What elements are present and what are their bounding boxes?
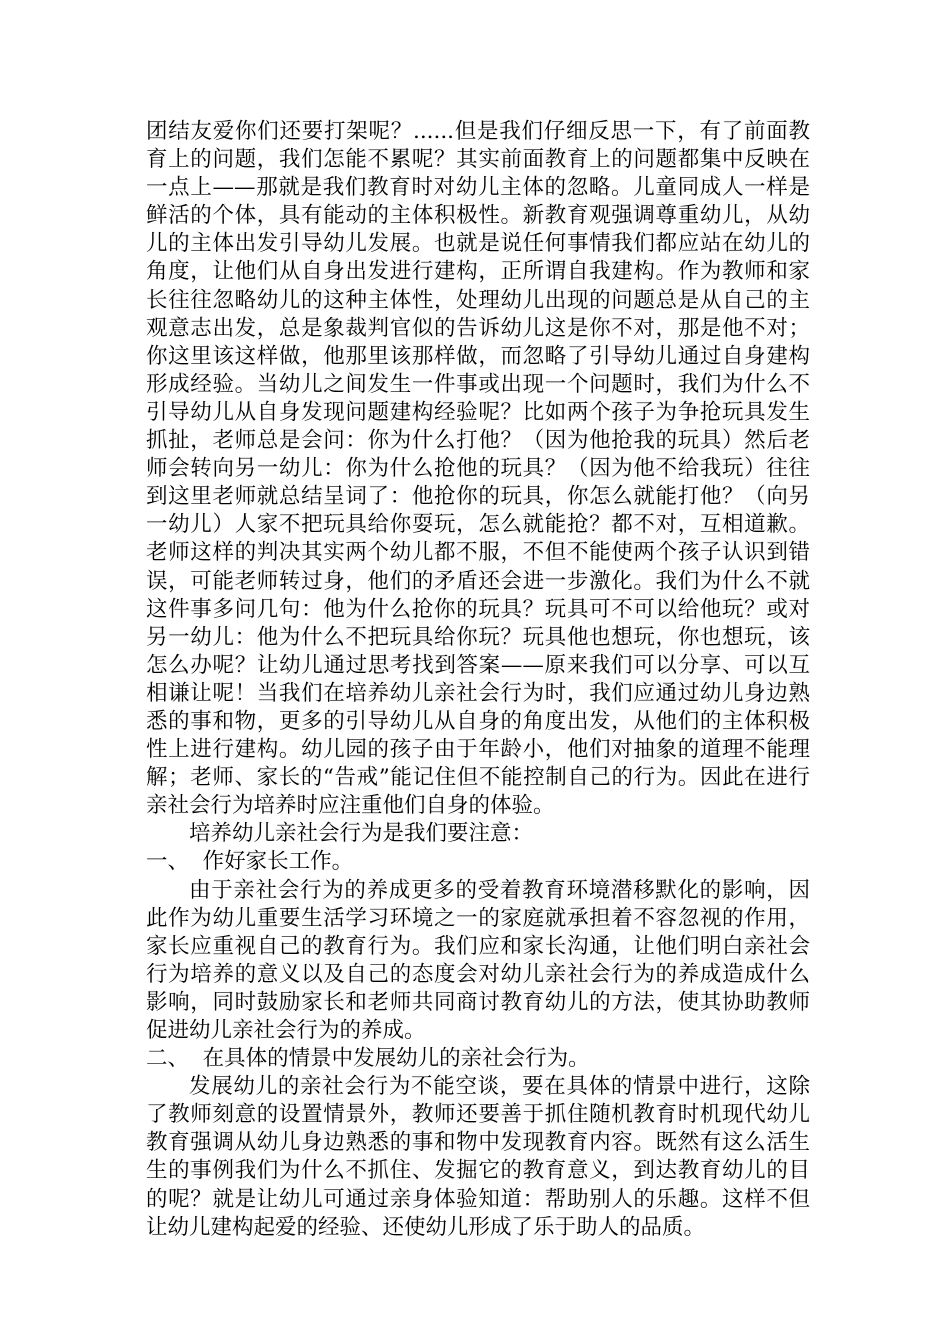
body-paragraph: 团结友爱你们还要打架呢？......但是我们仔细反思一下，有了前面教育上的问题，我们怎能不累呢？其实前面教育上的问题都集中反映在一点上——那就是我们教育时对幼儿主体的忽略。儿童同成人一样是鲜活的个体，具有能动的主体积极性。新教育观强调尊重幼儿，从幼儿的主体出发引导幼儿发展。也就是说任何事情我们都应站在幼儿的角度，让他们从自身出发进行建构，正所谓自我建构。作为教师和家长往往忽略幼儿的这种主体性，处理幼儿出现的问题总是从自己的主观意志出发，总是象裁判官似的告诉幼儿这是你不对，那是他不对；你这里该这样做，他那里该那样做，而忽略了引导幼儿通过自身建构形成经验。当幼儿之间发生一件事或出现一个问题时，我们为什么不引导幼儿从自身发现问题建构经验呢？比如两个孩子为争抢玩具发生抓扯，老师总是会问：你为什么打他？（因为他抢我的玩具）然后老师会转向另一幼儿：你为什么抢他的玩具？（因为他不给我玩）往往到这里老师就总结呈词了：他抢你的玩具，你怎么就能打他？（向另一幼儿）人家不把玩具给你耍玩，怎么就能抢？都不对，互相道歉。老师这样的判决其实两个幼儿都不服，不但不能使两个孩子认识到错误，可能老师转过身，他们的矛盾还会进一步激化。我们为什么不就这件事多问几句：他为什么抢你的玩具？玩具可不可以给他玩？或对另一幼儿：他为什么不把玩具给你玩？玩具他也想玩，你也想玩，该怎么办呢？让幼儿通过思考找到答案——原来我们可以分享、可以互相谦让呢！当我们在培养幼儿亲社会行为时，我们应通过幼儿身边熟悉的事和物，更多的引导幼儿从自身的角度出发，从他们的主体积极性上进行建构。幼儿园的孩子由于年龄小，他们对抽象的道理不能理解；老师、家长的“告戒”能记住但不能控制自己的行为。因此在进行亲社会行为培养时应注重他们自身的体验。 (146, 119, 810, 819)
section-intro: 培养幼儿亲社会行为是我们要注意： (189, 821, 534, 847)
section-heading-2: 二、 在具体的情景中发展幼儿的亲社会行为。 (146, 1046, 590, 1072)
document-body (146, 118, 810, 1242)
section-heading-1: 一、 作好家长工作。 (146, 849, 354, 875)
body-paragraph: 发展幼儿的亲社会行为不能空谈，要在具体的情景中进行，这除了教师刻意的设置情景外，教师还要善于抓住随机教育时机现代幼儿教育强调从幼儿身边熟悉的事和物中发现教育内容。既然有这么活生生的事例我们为什么不抓住、发掘它的教育意义，到达教育幼儿的目的呢？就是让幼儿可通过亲身体验知道：帮助别人的乐趣。这样不但让幼儿建构起爱的经验、还使幼儿形成了乐于助人的品质。 (146, 1074, 810, 1240)
body-paragraph: 由于亲社会行为的养成更多的受着教育环境潜移默化的影响，因此作为幼儿重要生活学习环境之一的家庭就承担着不容忽视的作用，家长应重视自己的教育行为。我们应和家长沟通，让他们明白亲社会行为培养的意义以及自己的态度会对幼儿亲社会行为的养成造成什么影响，同时鼓励家长和老师共同商讨教育幼儿的方法，使其协助教师促进幼儿亲社会行为的养成。 (146, 877, 810, 1043)
